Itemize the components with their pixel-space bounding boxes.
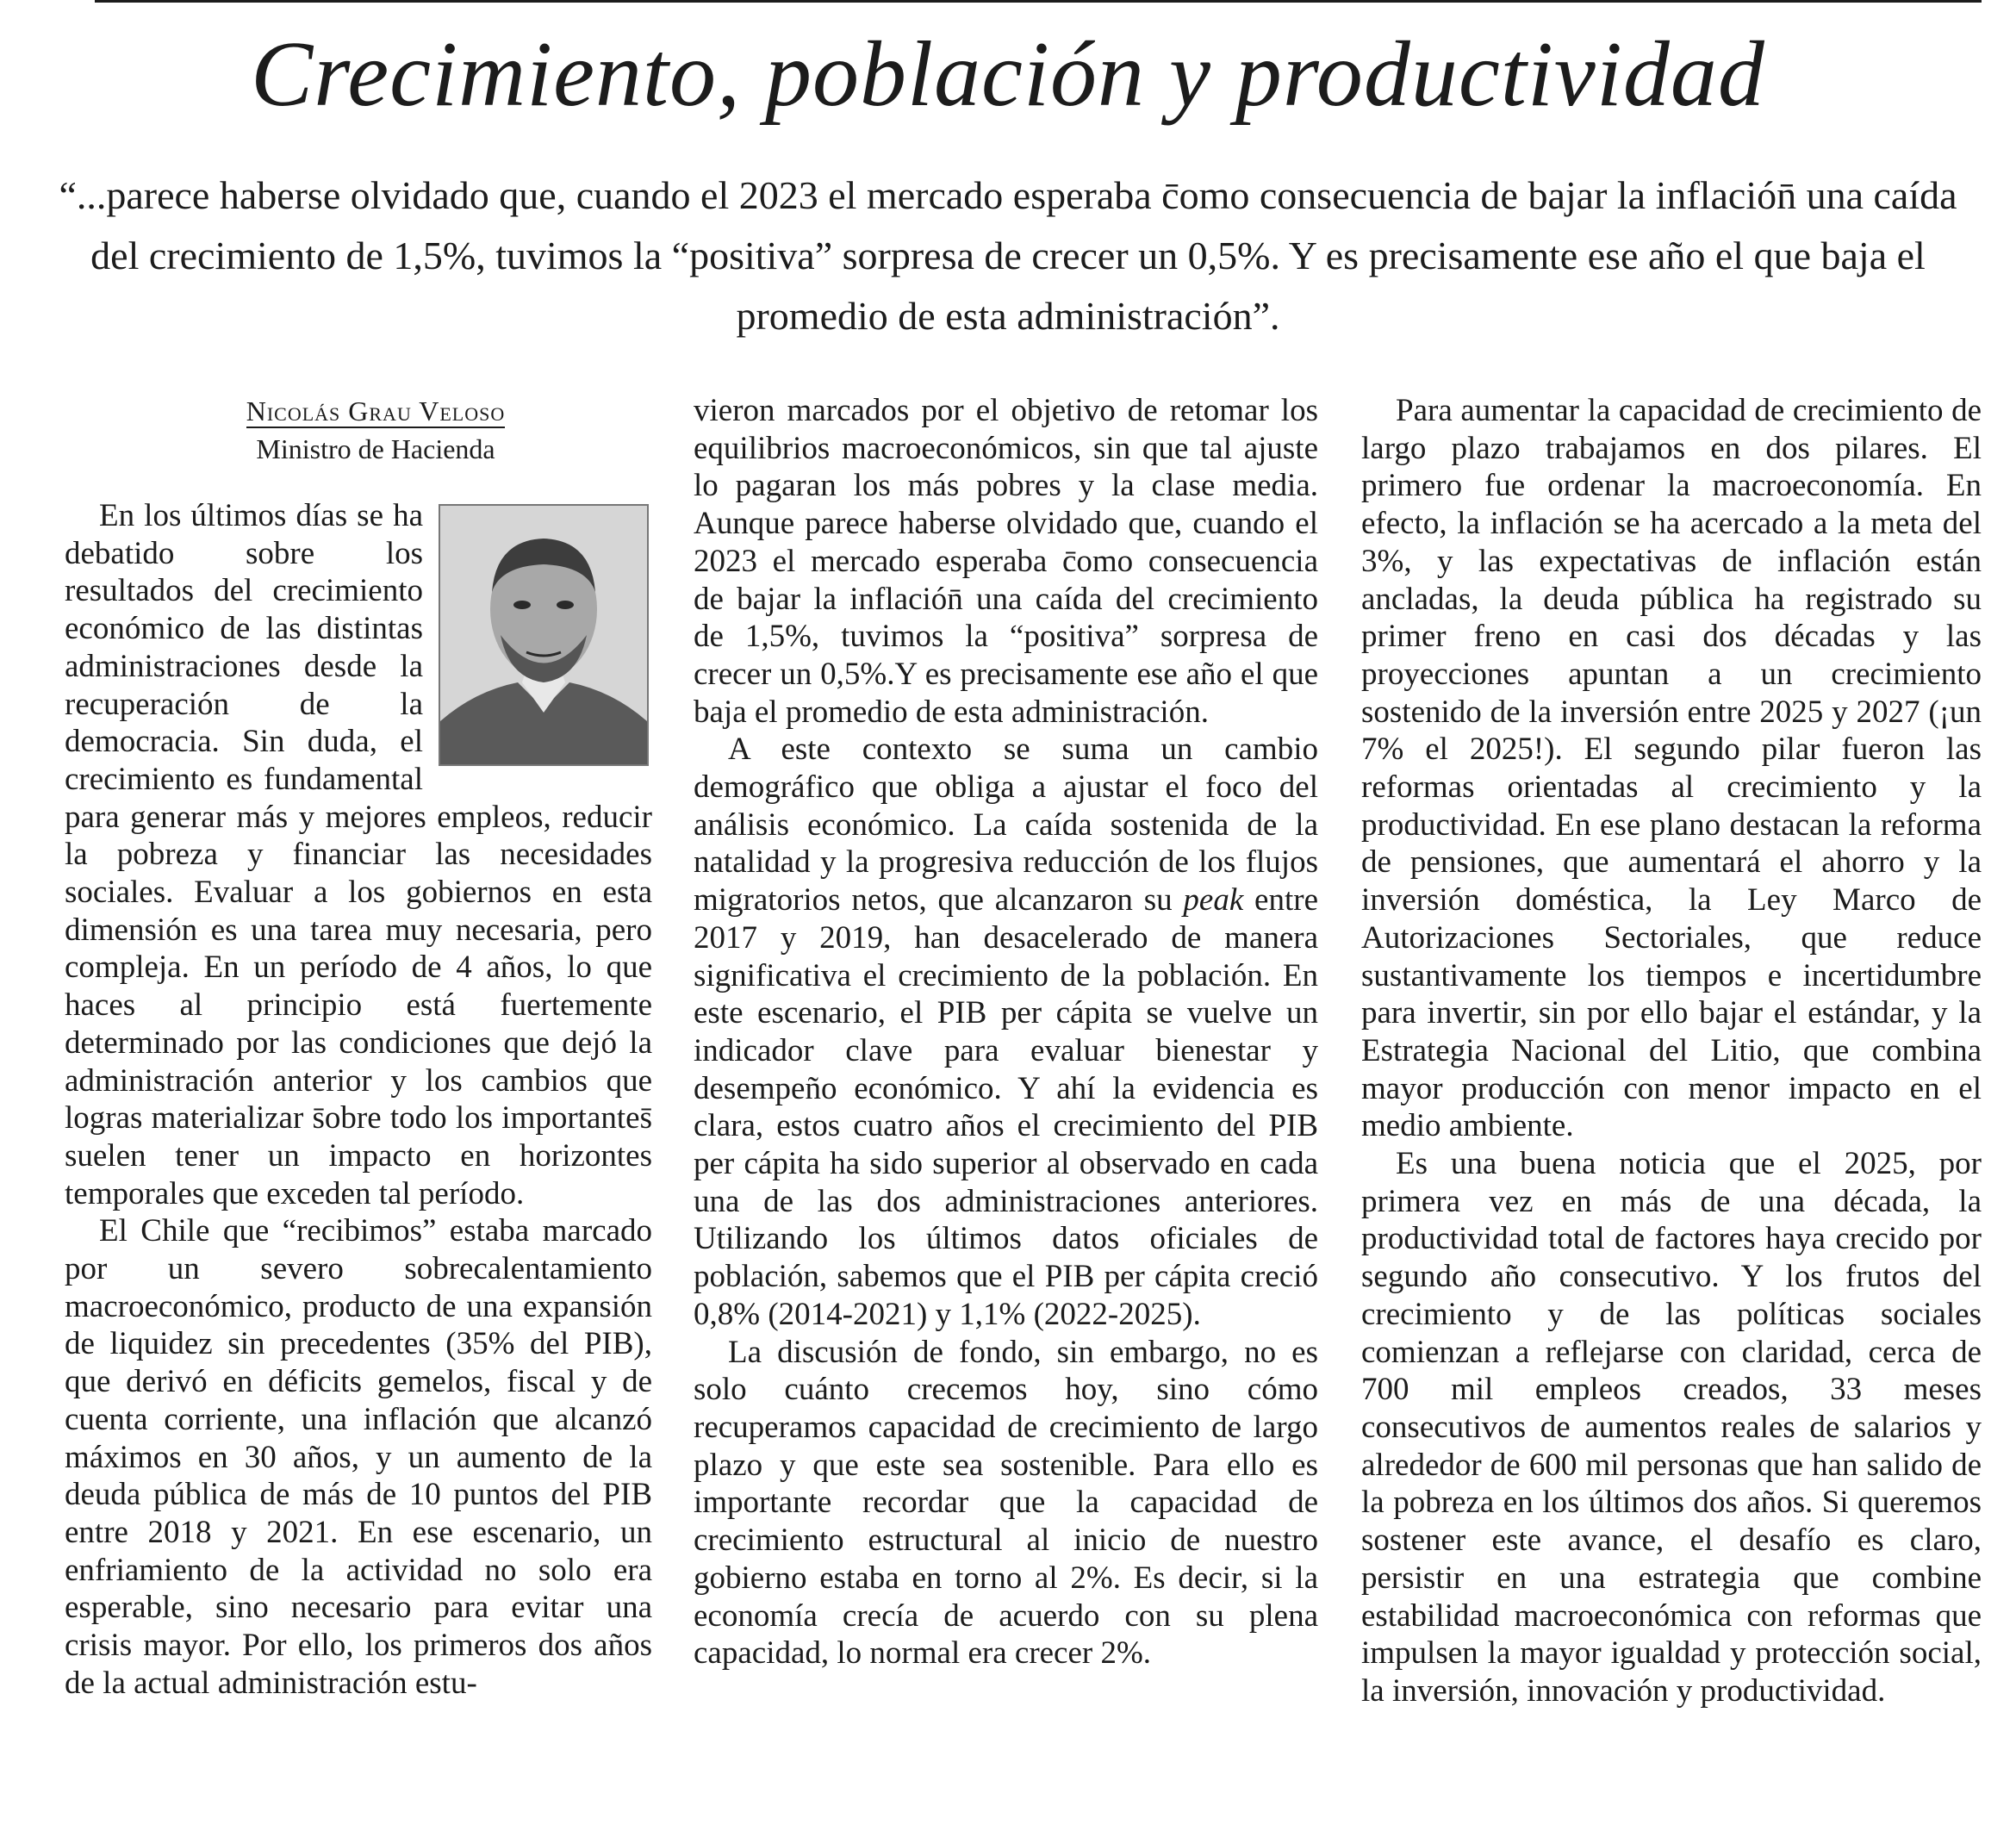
paragraph: A este contexto se suma un cambio demográfico que obliga a ajustar el foco del análisis económico. La caída sostenida de la natalidad y la progresiva reducción de los flujos migratorios netos, que alcanzaron su peak entre 2017 y 2019, han desacelerado de manera significativa el crecimiento de la población. En este escenario, el PIB per cápita se vuelve un indicador clave para evaluar bienestar y desempeño económico. Y ahí la evidencia es clara, estos cuatro años el crecimiento del PIB per cápita ha sido superior al observado en cada una de las dos administraciones anteriores. Utilizando los últimos datos oficiales de población, sabemos que el PIB per cápita creció 0,8% (2014-2021) y 1,1% (2022-2025). [694, 732, 1318, 1332]
paragraph: Para aumentar la capacidad de crecimiento de largo plazo trabajamos en dos pilares. El primero fue ordenar la macroeconomía. En efecto, la inflación se ha acercado a la meta del 3%, y las expectativas de inflación están ancladas, la deuda pública ha registrado su primer freno en casi dos décadas y las proyecciones apuntan a un crecimiento sostenido de la inversión entre 2025 y 2027 (¡un 7% el 2025!). El segundo pilar fueron las reformas orientadas al crecimiento y la productividad. En ese plano destacan la reforma de pensiones, que aumentará el ahorro y la inversión doméstica, la Ley Marco de Autorizaciones Sectoriales, que reduce sustantivamente los tiempos e incertidumbre para invertir, sin por ello bajar el estándar, y la Estrategia Nacional del Litio, que combina mayor producción con menor impacto en el medio ambiente. [1361, 393, 1982, 1144]
paragraph: vieron marcados por el objetivo de retomar los equilibrios macroeconómicos, sin que tal ajuste lo pagaran los más pobres y la clase media. Aunque parece haberse olvidado que, cuando el 2023 el mercado esperaba c̄omo consecuencia de bajar la inflación̄ una caída del crecimiento de 1,5%, tuvimos la “positiva” sorpresa de crecer un 0,5%.Y es precisamente ese año el que baja el promedio de esta administración. [694, 393, 1318, 730]
column-2 [694, 392, 1318, 1672]
paragraph: La discusión de fondo, sin embargo, no es solo cuánto crecemos hoy, sino cómo recuperamos capacidad de crecimiento de largo plazo y que este sea sostenible. Para ello es importante recordar que la capacidad de crecimiento estructural al inicio de nuestro gobierno estaba en torno al 2%. Es decir, si la economía crecía de acuerdo con su plena capacidad, lo normal era crecer 2%. [694, 1334, 1318, 1672]
paragraph: El Chile que “recibimos” estaba marcado por un severo sobrecalentamiento macroeconómico, producto de una expansión de liquidez sin precedentes (35% del PIB), que derivó en déficits gemelos, fiscal y de cuenta corriente, una inflación que alcanzó máximos en 30 años, y un aumento de la deuda pública de más de 10 puntos del PIB entre 2018 y 2021. En ese escenario, un enfriamiento de la actividad no solo era esperable, sino necesario para evitar una crisis mayor. Por ello, los primeros dos años de la actual administración estu- [65, 1213, 652, 1701]
paragraph: En los últimos días se ha debatido sobre los resultados del crecimiento económico de las distintas administraciones desde la recuperación de la democracia. Sin duda, el crecimiento es fundamental para generar más y mejores empleos, reducir la pobreza y financiar las necesidades sociales. Evaluar a los gobiernos en esta dimensión es una tarea muy necesaria, pero compleja. En un período de 4 años, lo que haces al principio está fuertemente determinado por las condiciones que dejó la administración anterior y los cambios que logras materializar s̄obre todo los importantes̄ suelen tener un impacto en horizontes temporales que exceden tal período. [65, 498, 652, 1211]
portrait-icon [440, 506, 647, 764]
top-rule [95, 0, 1982, 3]
paragraph: Es una buena noticia que el 2025, por primera vez en más de una década, la productividad total de factores haya crecido por segundo año consecutivo. Y los frutos del crecimiento y de las políticas sociales comienzan a reflejarse con claridad, cerca de 700 mil empleos creados, 33 meses consecutivos de aumentos reales de salarios y alrededor de 600 mil personas que han salido de la pobreza en los últimos dos años. Si queremos sostener este avance, el desafío es claro, persistir en una estrategia que combine estabilidad macroeconómica con reformas que impulsen la mayor igualdad y protección social, la inversión, innovación y productividad. [1361, 1146, 1982, 1709]
pull-quote: “...parece haberse olvidado que, cuando el 2023 el mercado esperaba c̄omo consecuencia de bajar la inflación̄ una caída del crecimiento de 1,5%, tuvimos la “positiva” sorpresa de crecer un 0,5%. Y es precisamente ese año el que baja el promedio de esta administración”. [59, 173, 1957, 338]
column-1 [65, 392, 652, 1703]
headline: Crecimiento, población y productividad [251, 23, 1765, 126]
author-role: Ministro de Hacienda [256, 433, 495, 464]
column-3 [1361, 392, 1982, 1710]
author-name: Nicolás Grau Veloso [246, 395, 506, 427]
author-photo [439, 504, 649, 766]
